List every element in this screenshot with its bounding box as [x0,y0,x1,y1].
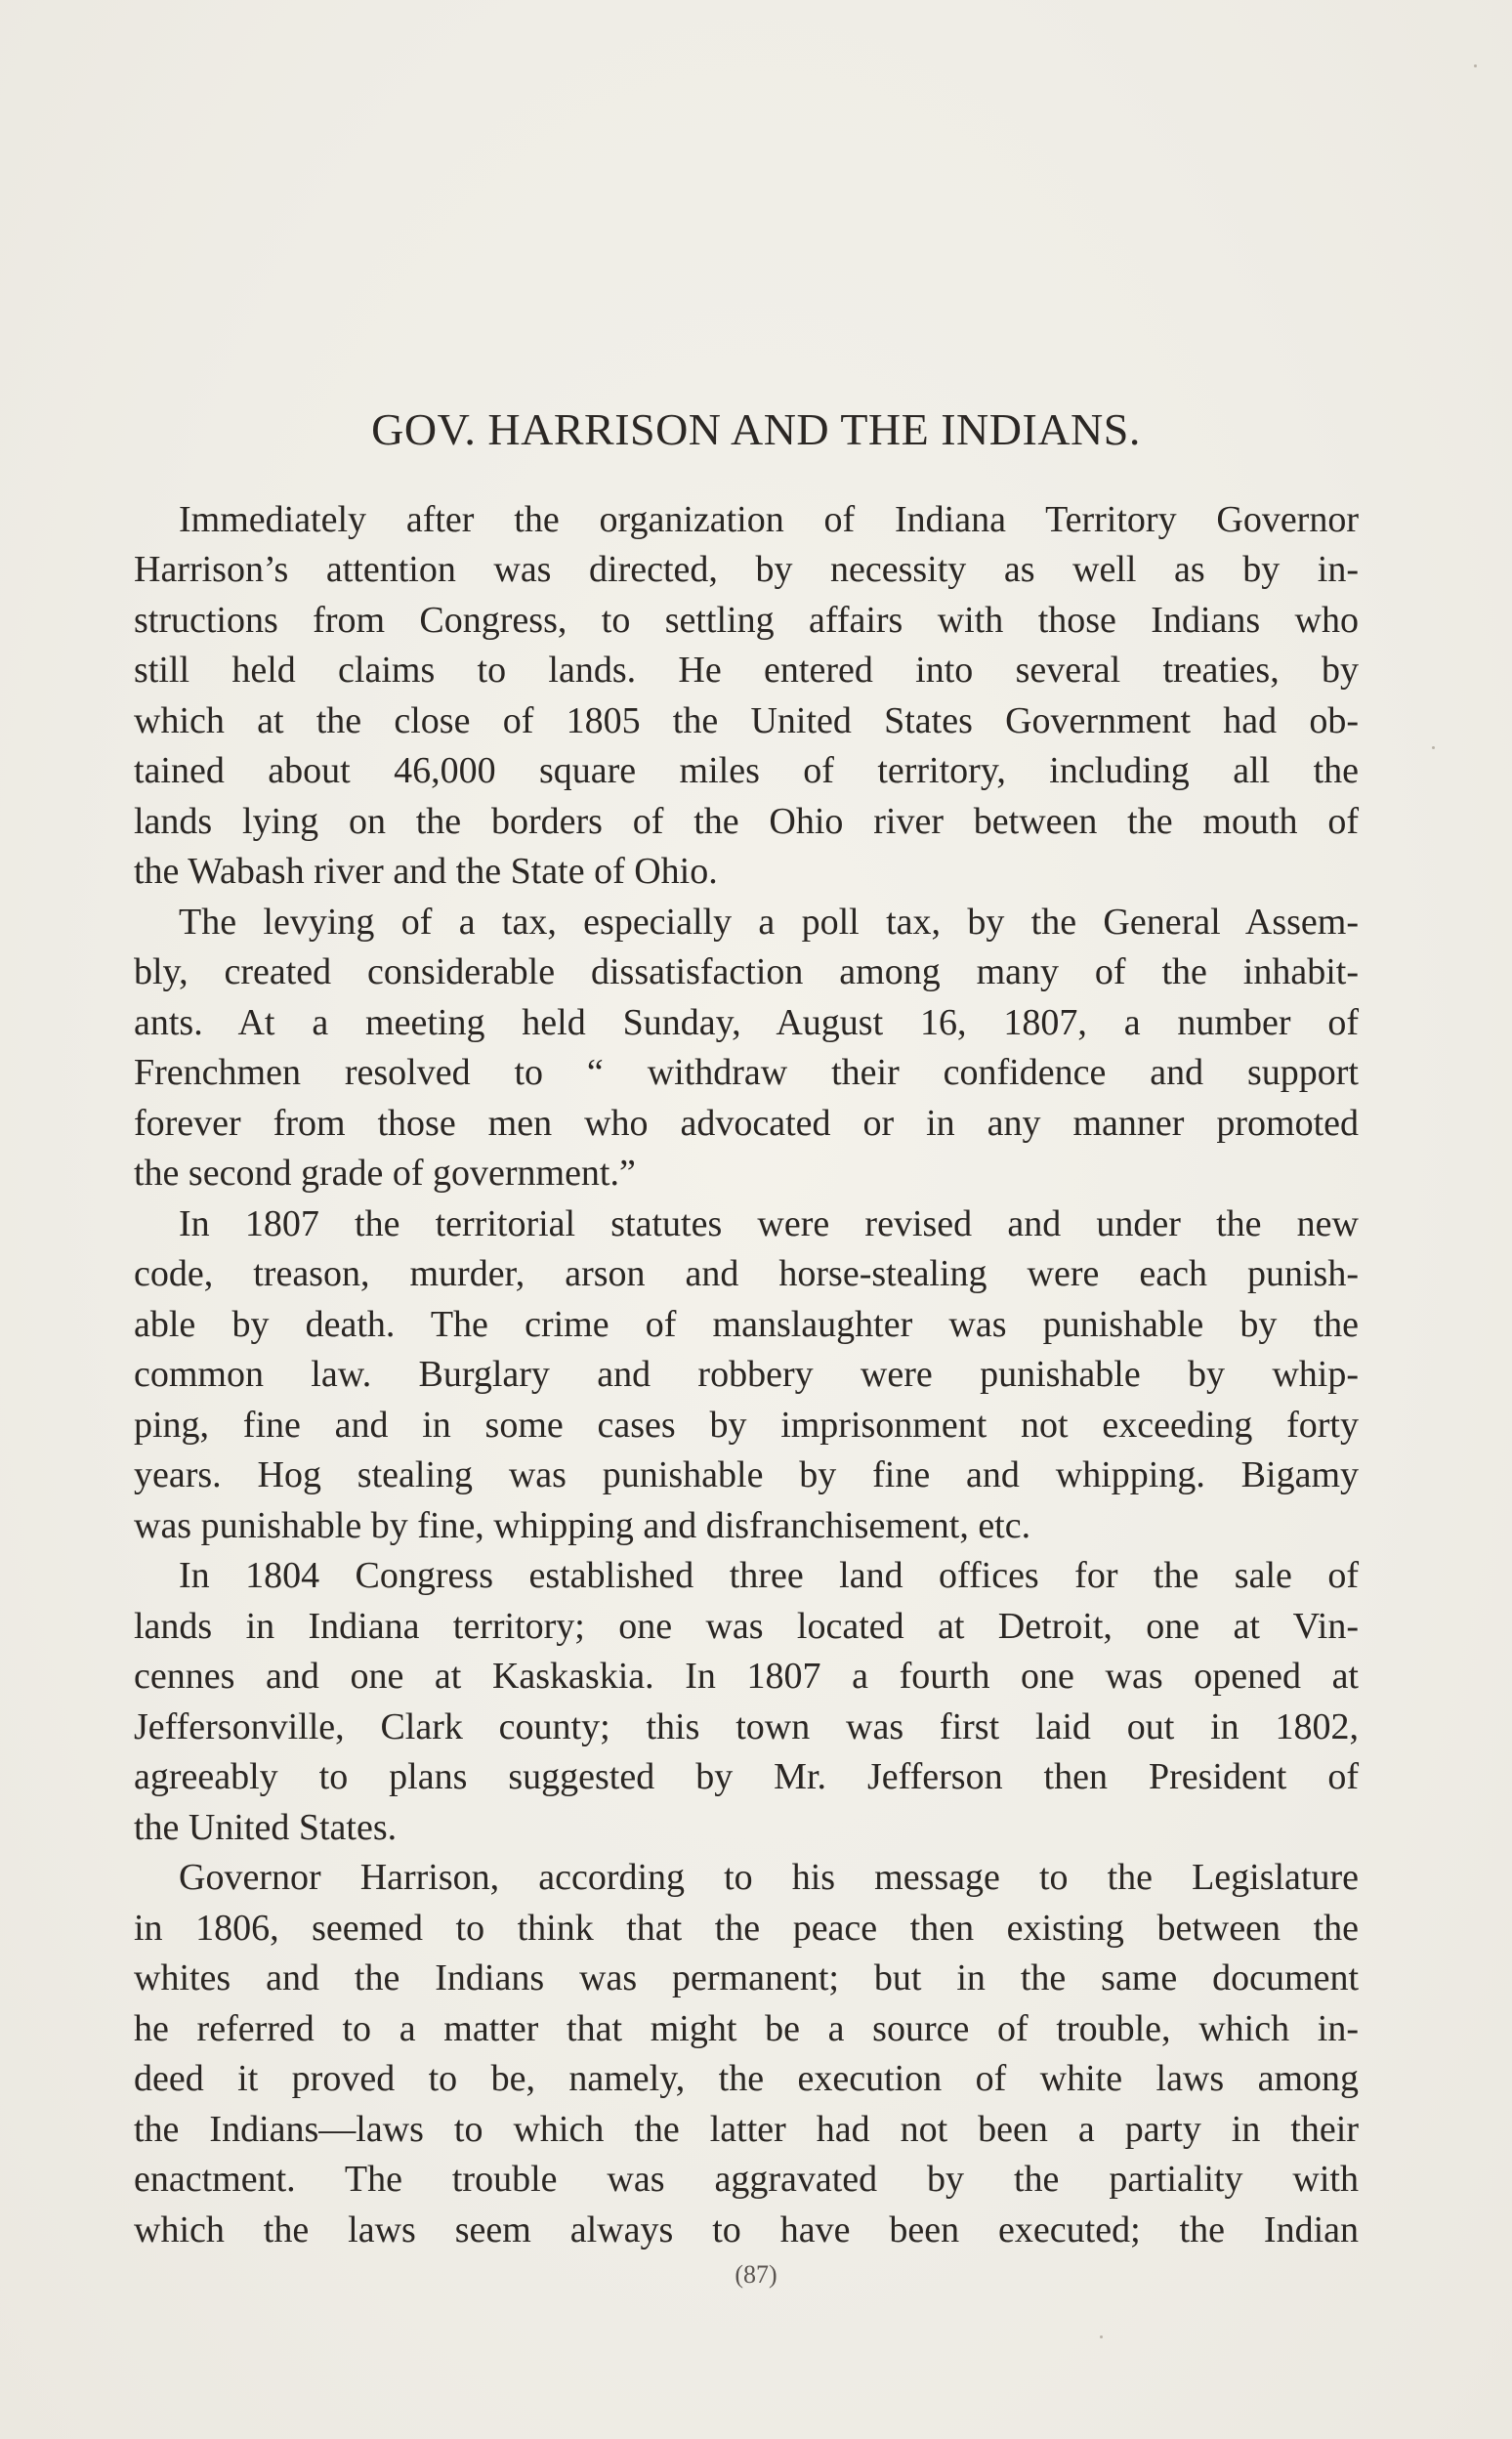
text-line: the Wabash river and the State of Ohio. [134,851,718,892]
text-line: deed it proved to be, namely, the execution of white laws among [134,2058,1359,2099]
text-line: in 1806, seemed to think that the peace then existing between the [134,1908,1359,1949]
text-line: bly, created considerable dissatisfaction among many of the inhabit- [134,951,1359,992]
text-line: which the laws seem always to have been executed; the Indian [134,2209,1359,2250]
text-line: lands in Indiana territory; one was located at Detroit, one at Vin- [134,1606,1359,1647]
paper-speck [1100,2335,1103,2338]
text-line: still held claims to lands. He entered into several treaties, by [134,650,1359,691]
text-line: ping, fine and in some cases by imprisonment not exceeding forty [134,1405,1359,1446]
text-line: In 1804 Congress established three land offices for the sale of [179,1555,1359,1596]
text-line: Frenchmen resolved to “ withdraw their confidence and support [134,1052,1359,1093]
text-line: years. Hog stealing was punishable by fine and whipping. Bigamy [134,1454,1359,1495]
text-line: the second grade of government.” [134,1153,636,1194]
text-line: the United States. [134,1807,398,1848]
text-line: structions from Congress, to settling affairs with those Indians who [134,600,1359,641]
text-line: tained about 46,000 square miles of territory, including all the [134,750,1359,791]
paper-speck [1432,746,1435,749]
text-line: enactment. The trouble was aggravated by the partiality with [134,2159,1359,2200]
text-line: he referred to a matter that might be a source of trouble, which in- [134,2008,1359,2049]
text-line: Immediately after the organization of Indiana Territory Governor [179,499,1359,540]
text-line: cennes and one at Kaskaskia. In 1807 a fourth one was opened at [134,1656,1359,1697]
text-line: common law. Burglary and robbery were punishable by whip- [134,1354,1359,1395]
text-line: which at the close of 1805 the United States Government had ob- [134,700,1359,741]
text-line: code, treason, murder, arson and horse-stealing were each punish- [134,1253,1359,1294]
paper-speck [1474,64,1477,67]
text-line: In 1807 the territorial statutes were revised and under the new [179,1203,1359,1244]
text-line: Governor Harrison, according to his message to the Legislature [179,1857,1359,1898]
text-line: lands lying on the borders of the Ohio river between the mouth of [134,801,1359,842]
text-line: The levying of a tax, especially a poll tax, by the General Assem- [179,902,1359,943]
chapter-title: GOV. HARRISON AND THE INDIANS. [371,404,1141,454]
text-line: Jeffersonville, Clark county; this town was first laid out in 1802, [134,1706,1359,1747]
text-line: agreeably to plans suggested by Mr. Jefferson then President of [134,1756,1359,1797]
text-line: whites and the Indians was permanent; but in the same document [134,1957,1359,1998]
text-line: Harrison’s attention was directed, by necessity as well as by in- [134,549,1359,590]
page-number: (87) [735,2260,777,2289]
text-line: ants. At a meeting held Sunday, August 16, 1807, a number of [134,1002,1359,1043]
text-line: able by death. The crime of manslaughter was punishable by the [134,1304,1359,1345]
text-line: the Indians—laws to which the latter had not been a party in their [134,2109,1359,2150]
text-line: forever from those men who advocated or in any manner promoted [134,1103,1359,1144]
text-line: was punishable by fine, whipping and disfranchisement, etc. [134,1505,1031,1546]
